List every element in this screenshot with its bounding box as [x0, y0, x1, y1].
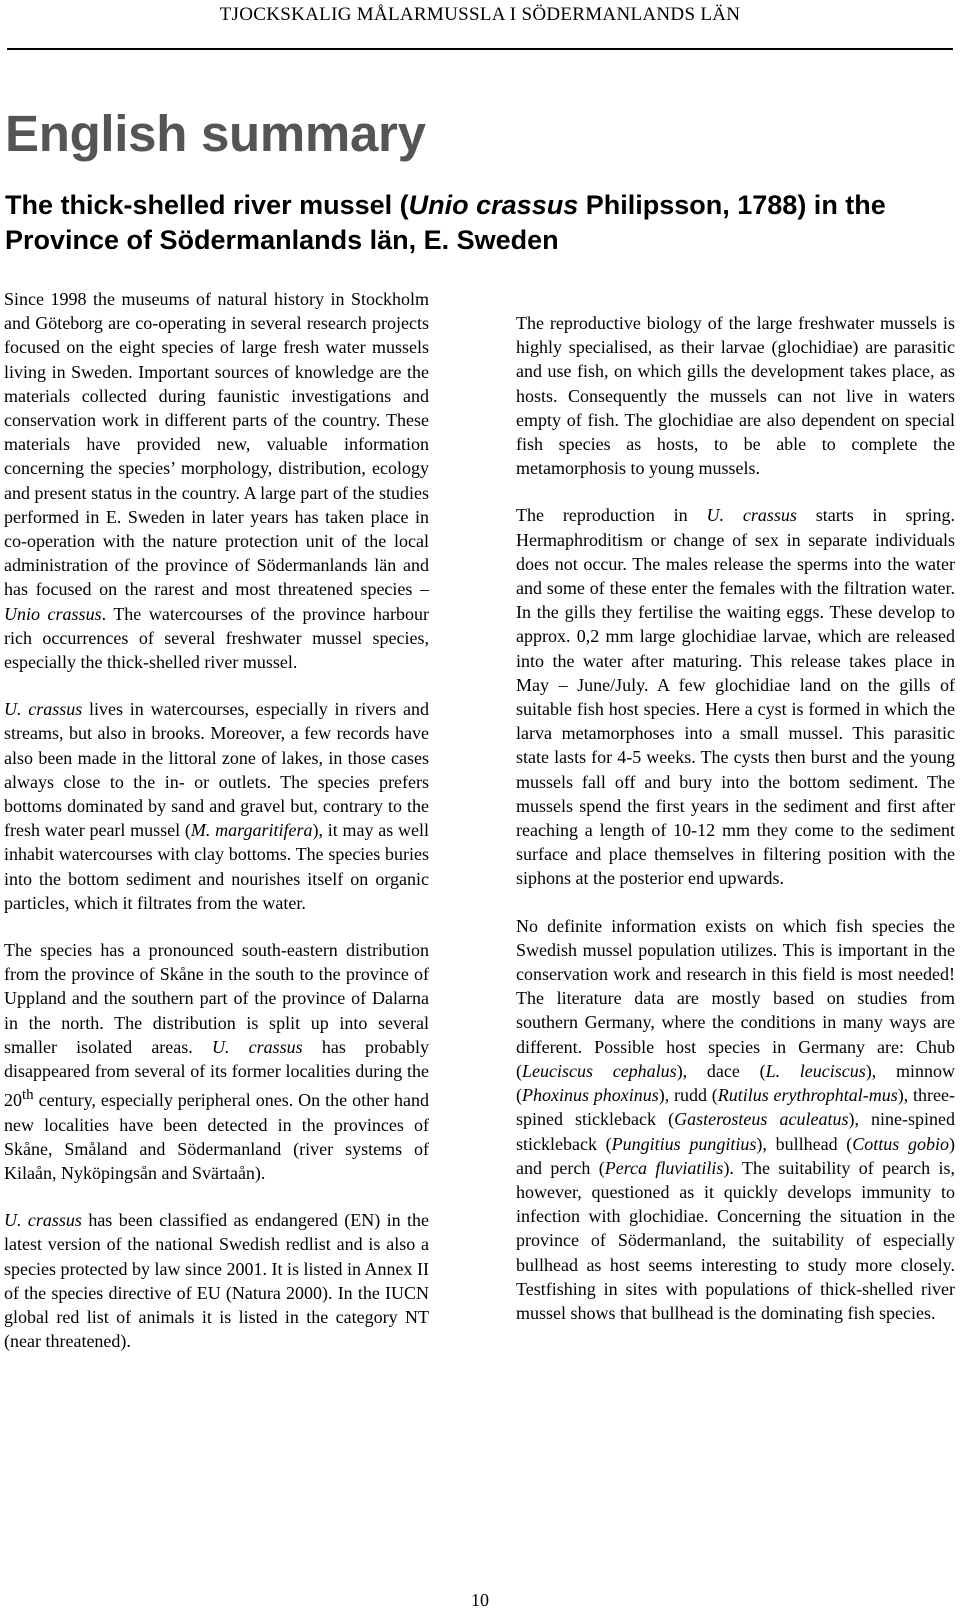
- text-run: The reproduction in: [516, 505, 707, 526]
- running-header-text: TJOCKSKALIG MÅLARMUSSLA I SÖDERMANLANDS LÄN: [219, 4, 741, 25]
- text-run: ), bullhead (: [756, 1133, 853, 1154]
- page-number: 10: [471, 1590, 489, 1610]
- text-run: century, especially peripheral ones. On the other hand new localities have been detected in the provinces of Skåne, Småland and Södermanland (river systems of Kilaån, Nyköpingsån and Svärtaån).: [4, 1090, 429, 1183]
- document-subtitle: [5, 188, 955, 258]
- text-run: No definite information exists on which fish species the Swedish mussel population utilizes. This is important in the conservation work and research in this field is most needed! The literature data are mostly based on studies from southern Germany, where the conditions in many ways are different. Possible host species in Germany are: Chub (: [516, 915, 955, 1081]
- left-paragraph-4: [4, 1208, 429, 1353]
- text-run: The species has a pronounced south-eastern distribution from the province of Skåne in the south to the province of Uppland and the southern part of the province of Dalarna in the north. The distribution is split up into several smaller isolated areas.: [4, 940, 429, 1057]
- left-column: [4, 287, 429, 1376]
- species-name: Unio crassus: [4, 603, 102, 624]
- species-name: Leuciscus cephalus: [522, 1060, 677, 1081]
- text-run: lives in watercourses, especially in rivers and streams, but also in brooks. Moreover, a few records have also been made in the littoral zone of lakes, in those cases always close to the in- or outlets. The species prefers bottoms dominated by sand and gravel but, contrary to the fresh water pearl mussel (: [4, 699, 430, 841]
- left-paragraph-3: [4, 938, 429, 1185]
- species-name: Phoxinus phoxinus: [522, 1085, 659, 1106]
- superscript: th: [22, 1087, 34, 1104]
- text-run: ), three-spined stickleback (: [516, 1085, 956, 1130]
- text-run: Since 1998 the museums of natural history in Stockholm and Göteborg are co-operating in several research projects focused on the eight species of large fresh water mussels living in Sweden. Important sources of knowledge are the materials collected during faunistic investigations and conservation work in different parts of the country. These materials have provided new, valuable information concerning the species’ morphology, distribution, ecology and present status in the country. A large part of the studies performed in E. Sweden in later years has taken place in co-operation with the nature protection unit of the local administration of the province of Södermanlands län and has focused on the rarest and most threatened species –: [4, 289, 429, 600]
- subtitle-part-1: The thick-shelled river mussel (: [5, 190, 409, 220]
- right-paragraph-3: [516, 914, 955, 1325]
- species-name: Cottus gobio: [852, 1133, 950, 1154]
- text-run: starts in spring. Hermaphroditism or change of sex in separate individuals does not occur. The males release the sperms into the water and some of these enter the females with the filtration water. In the gills they fertilise the waiting eggs. These develop to approx. 0,2 mm large glochidiae larvae, which are released into the water after maturing. This release takes place in May – June/July. A few glochidiae land on the gills of suitable fish host species. Here a cyst is formed in which the larva metamorphoses into a small mussel. This parasitic state lasts for 4-5 weeks. The cysts then burst and the young mussels fall off and bury into the bottom sediment. The mussels spend the first years in the sediment and first after reaching a length of 10-12 mm they come to the sediment surface and place themselves in filtering position with the siphons at the posterior end upwards.: [516, 505, 955, 889]
- species-name: U. crassus: [4, 1210, 82, 1231]
- species-name: U. crassus: [4, 699, 83, 720]
- species-name: Gasterosteus aculeatus: [674, 1109, 849, 1130]
- species-name: M. margaritifera: [190, 820, 313, 841]
- text-run: ), nine-spined stickleback (: [516, 1109, 955, 1154]
- text-run: . The watercourses of the province harbour rich occurrences of several freshwater mussel species, especially the thick-shelled river mussel.: [4, 603, 429, 673]
- subtitle-species: Unio crassus: [408, 190, 579, 220]
- species-name: L. leuciscus: [765, 1060, 866, 1081]
- species-name: U. crassus: [211, 1036, 303, 1057]
- subtitle-part-2: Philipsson, 1788) in the Province of Södermanlands län, E. Sweden: [5, 190, 886, 255]
- species-name: Rutilus erythrophtal-mus: [717, 1085, 898, 1106]
- right-column: [516, 311, 955, 1348]
- page-title: English summary: [5, 105, 426, 162]
- text-run: ), rudd (: [658, 1085, 718, 1106]
- text-run: ), it may as well inhabit watercourses with clay bottoms. The species buries into the bottom sediment and nourishes itself on organic particles, which it filtrates from the water.: [4, 820, 429, 913]
- text-run: ), dace (: [676, 1060, 766, 1081]
- header-divider: [7, 48, 953, 50]
- species-name: Perca fluviatilis: [604, 1157, 724, 1178]
- text-run: ). The suitability of pearch is, however, questioned as it quickly develops immunity to infection with glochidiae. Concerning the situation in the province of Södermanland, the suitability of especially bullhead as host seems interesting to study more closely. Testfishing in sites with populations of thick-shelled river mussel shows that bullhead is the dominating fish species.: [516, 1157, 955, 1323]
- right-paragraph-1: [516, 311, 955, 480]
- text-run: has probably disappeared from several of its former localities during the 20: [4, 1036, 429, 1111]
- text-run: The reproductive biology of the large freshwater mussels is highly specialised, as their larvae (glochidiae) are parasitic and use fish, on which gills the development takes place, as hosts. Consequently the mussels can not live in waters empty of fish. The glochidiae are also dependent on special fish species as hosts, to be able to complete the metamorphosis to young mussels.: [516, 313, 955, 479]
- right-paragraph-2: [516, 503, 955, 890]
- text-run: has been classified as endangered (EN) in the latest version of the national Swedish redlist and is also a species protected by law since 2001. It is listed in Annex II of the species directive of EU (Natura 2000). In the IUCN global red list of animals it is listed in the category NT (near threatened).: [4, 1210, 429, 1352]
- species-name: U. crassus: [706, 505, 797, 526]
- left-paragraph-2: [4, 697, 429, 915]
- species-name: Pungitius pungitius: [611, 1133, 757, 1154]
- text-run: ), minnow (: [516, 1060, 955, 1106]
- text-run: ) and perch (: [516, 1133, 956, 1178]
- running-header: [0, 0, 960, 50]
- left-paragraph-1: [4, 287, 429, 674]
